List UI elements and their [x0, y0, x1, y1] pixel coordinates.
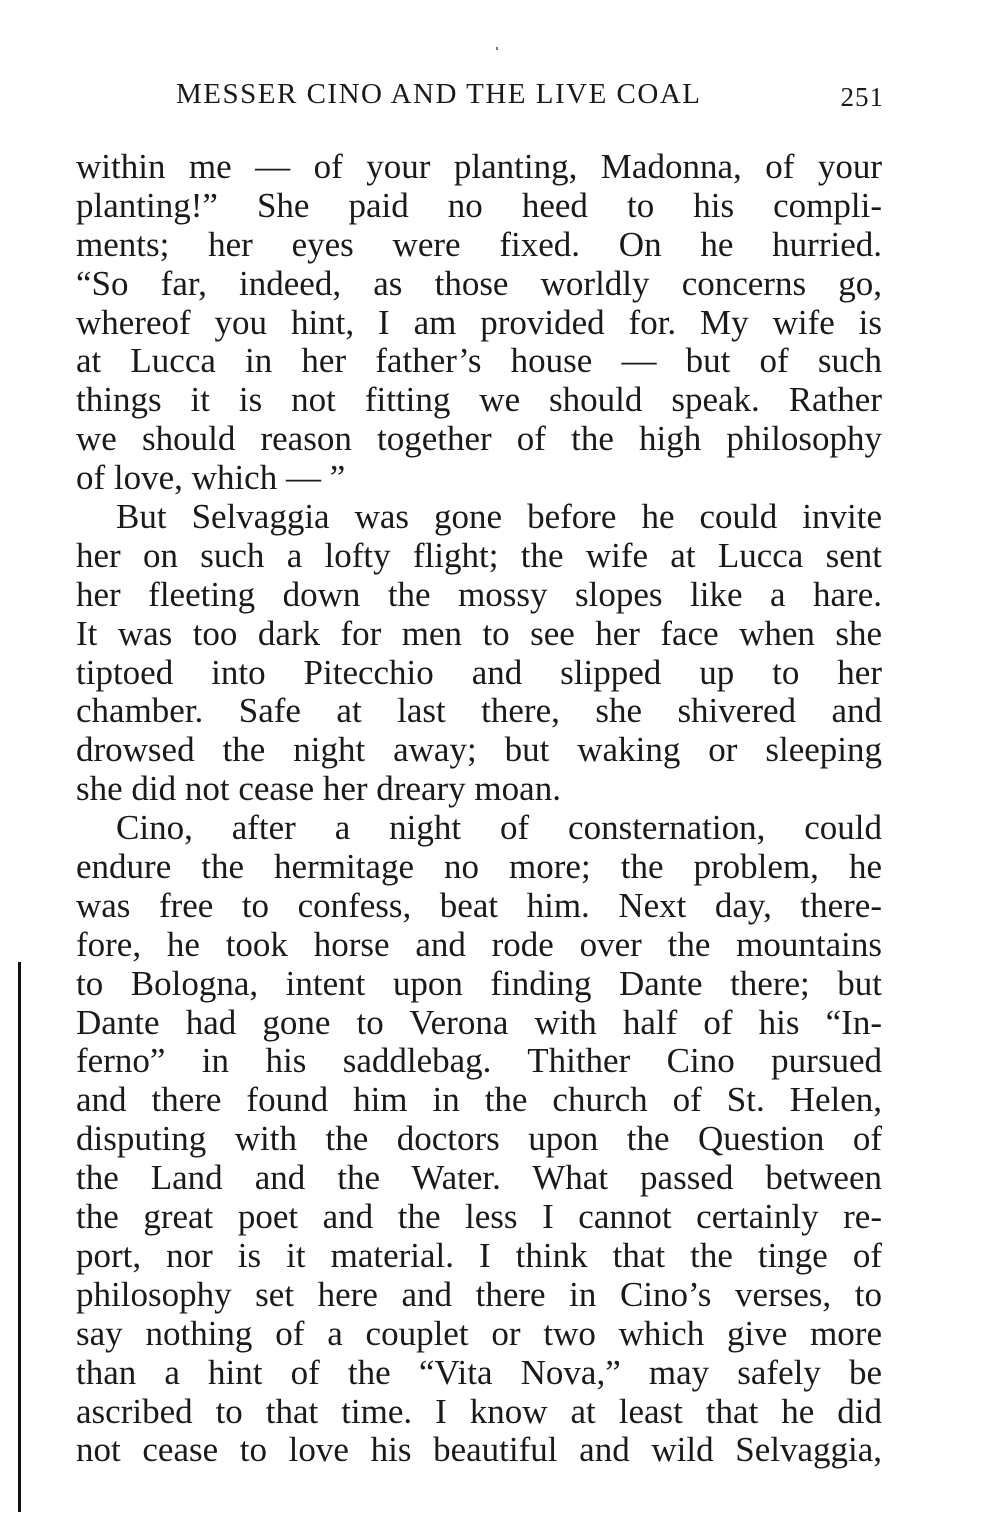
- text-line: and there found him in the church of St. Helen,: [76, 1080, 882, 1120]
- text-line: ferno” in his saddlebag. Thither Cino pursued: [76, 1041, 882, 1081]
- text-line: at Lucca in her father’s house — but of such: [76, 341, 882, 381]
- text-line: her fleeting down the mossy slopes like a hare.: [76, 574, 882, 614]
- page-number: 251: [840, 82, 884, 112]
- text-line: fore, he took horse and rode over the mountains: [76, 924, 882, 964]
- paragraph-start-line: Cino, after a night of consternation, could: [116, 808, 882, 848]
- text-line: drowsed the night away; but waking or sleeping: [76, 730, 882, 770]
- text-line: philosophy set here and there in Cino’s verses, to: [76, 1274, 882, 1314]
- text-line: Dante had gone to Verona with half of his “In-: [76, 1002, 882, 1042]
- body-text: [76, 148, 882, 1470]
- print-speck: [496, 47, 498, 50]
- text-line: not cease to love his beautiful and wild Selvaggia,: [76, 1430, 882, 1470]
- text-line: was free to confess, beat him. Next day, there-: [76, 885, 882, 925]
- margin-line: [18, 962, 21, 1512]
- text-line: her on such a lofty flight; the wife at Lucca sent: [76, 535, 882, 575]
- text-line: we should reason together of the high philosophy: [76, 419, 882, 459]
- text-line: chamber. Safe at last there, she shivered and: [76, 691, 882, 731]
- text-line: It was too dark for men to see her face when she: [76, 613, 882, 653]
- text-line: port, nor is it material. I think that the tinge of: [76, 1235, 882, 1275]
- text-line: planting!” She paid no heed to his compli-: [76, 185, 882, 225]
- text-line: she did not cease her dreary moan.: [76, 769, 561, 809]
- text-line: within me — of your planting, Madonna, of your: [76, 147, 882, 186]
- text-line: to Bologna, intent upon finding Dante there; but: [76, 963, 882, 1003]
- text-line: endure the hermitage no more; the problem, he: [76, 847, 882, 887]
- text-line: disputing with the doctors upon the Question of: [76, 1119, 882, 1159]
- text-line: than a hint of the “Vita Nova,” may safely be: [76, 1352, 882, 1392]
- text-line: tiptoed into Pitecchio and slipped up to her: [76, 652, 882, 692]
- text-line: whereof you hint, I am provided for. My wife is: [76, 302, 882, 342]
- page-header: [76, 72, 884, 122]
- paragraph-start-line: But Selvaggia was gone before he could invite: [116, 497, 882, 537]
- text-line: the Land and the Water. What passed between: [76, 1158, 882, 1198]
- text-line: things it is not fitting we should speak. Rather: [76, 380, 882, 420]
- text-line: of love, which — ”: [76, 458, 346, 498]
- text-line: ascribed to that time. I know at least that he did: [76, 1391, 882, 1431]
- text-line: the great poet and the less I cannot certainly re-: [76, 1197, 882, 1237]
- text-line: “So far, indeed, as those worldly concerns go,: [76, 263, 882, 303]
- text-line: ments; her eyes were fixed. On he hurried.: [76, 224, 882, 264]
- text-line: say nothing of a couplet or two which give more: [76, 1313, 882, 1353]
- running-title: MESSER CINO AND THE LIVE COAL: [176, 78, 702, 110]
